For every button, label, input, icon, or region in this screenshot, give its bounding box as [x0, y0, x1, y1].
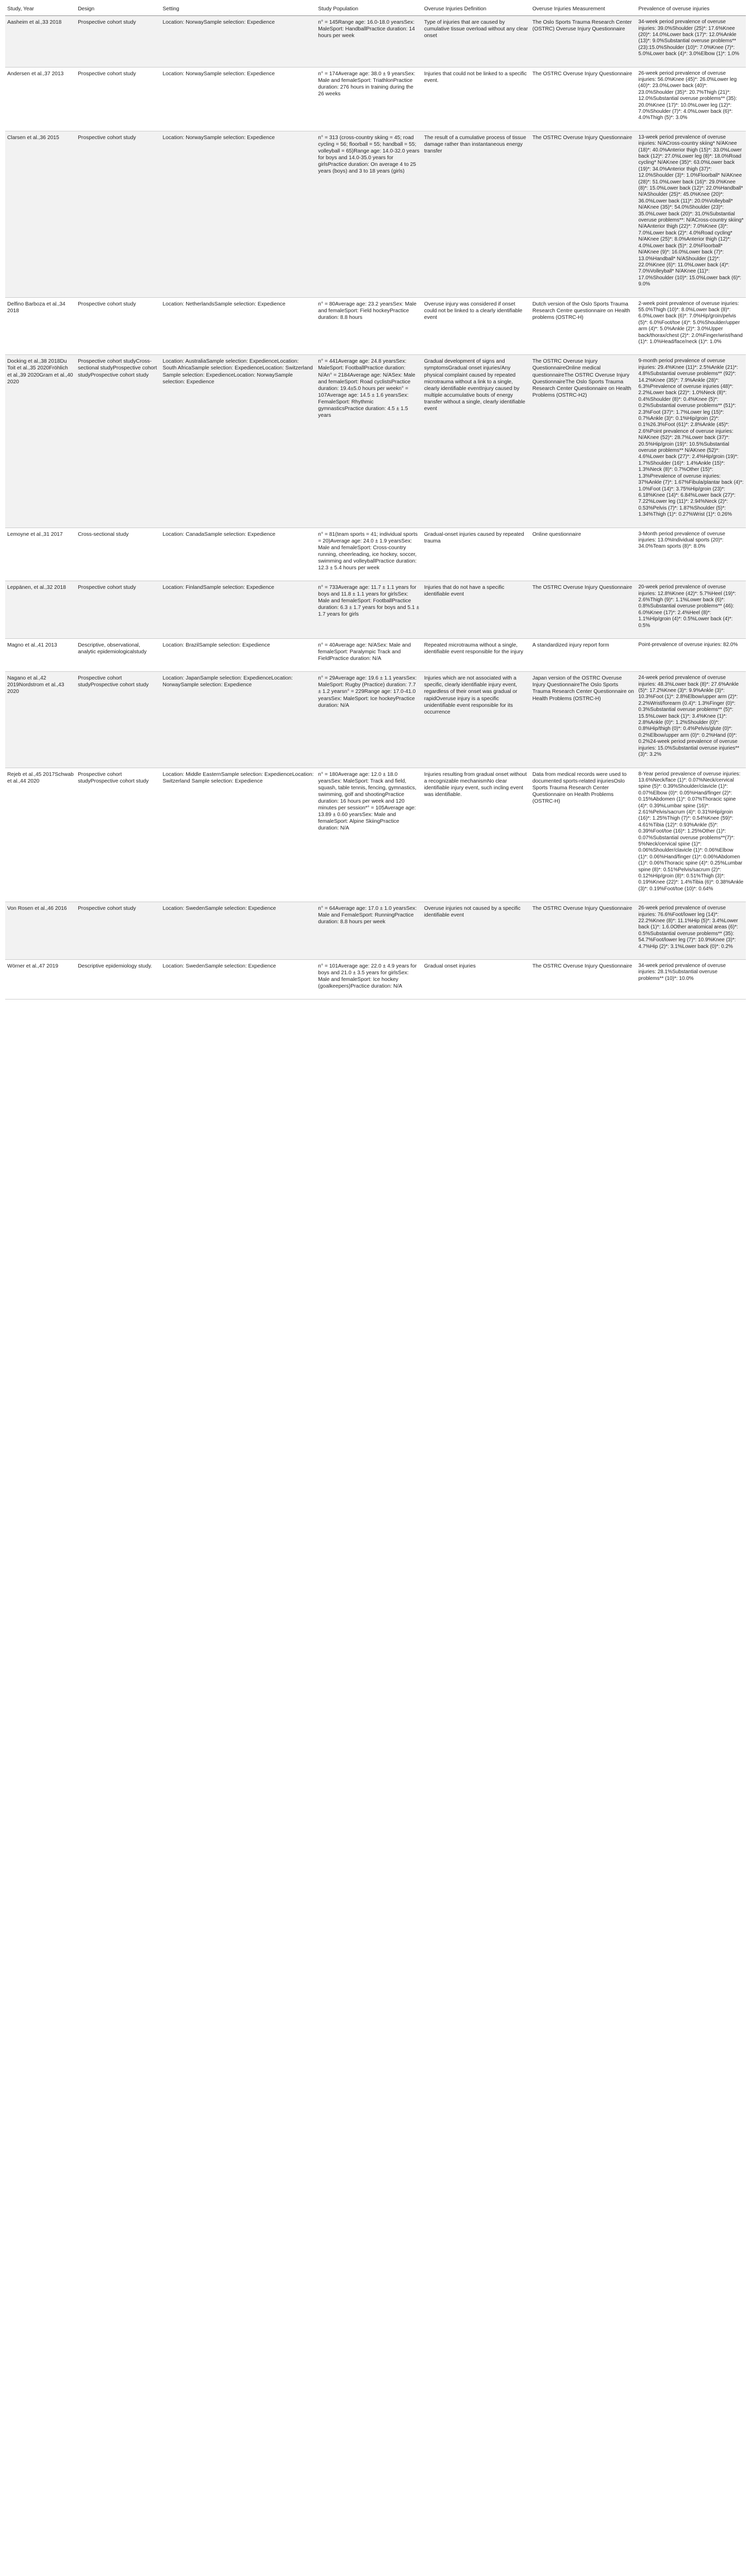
cell-prevalence: 20-week period prevalence of overuse injuries: 12.8%Knee (42)*: 5.7%Heel (19)*: 2.6%Thigh (9)*: 1.1%Lower back (6)*: 0.8%Substantial overuse problems** (46): 6.0%Knee (17)*: 2.4%Heel (8)*: 1.1%Hip/groin (4)*: 0.5%Lower back (4)*: 0.5% [637, 581, 746, 639]
cell-study-year: Nagano et al.,42 2019Nordstrom et al.,43 2020 [5, 672, 76, 768]
cell-injury-measurement: Online questionnaire [530, 528, 637, 581]
cell-injury-definition: Gradual onset injuries [422, 960, 530, 999]
table-row [5, 67, 746, 131]
cell-design: Prospective cohort study [76, 67, 160, 131]
cell-study-population: n° = 81(team sports = 41; individual sports = 20)Average age: 24.0 ± 1.9 yearsSex: Male and femaleSport: Cross-country running, cheerleading, ice hockey, soccer, swimming and volleyballPractice duration: 12.3 ± 5.4 hours per week [316, 528, 422, 581]
cell-injury-measurement: Data from medical records were used to documented sports-related injuriesOslo Sports Trauma Research Center Questionnaire on Health Problems (OSTRC-H) [530, 768, 637, 902]
table-row [5, 672, 746, 768]
cell-prevalence: 3-Month period prevalence of overuse injuries: 13.0%Individual sports (20)*: 34.0%Team sports (8)*: 8.0% [637, 528, 746, 581]
cell-study-population: n° = 101Average age: 22.0 ± 4.9 years for boys and 21.0 ± 3.5 years for girlsSex: Male and femaleSport: Ice hockey (goalkeepers)Practice duration: N/A [316, 960, 422, 999]
table-row [5, 581, 746, 639]
cell-setting: Location: FinlandSample selection: Expedience [161, 581, 316, 639]
cell-setting: Location: SwedenSample selection: Expedience [161, 960, 316, 999]
cell-injury-measurement: The OSTRC Overuse Injury Questionnaire [530, 581, 637, 639]
cell-setting: Location: CanadaSample selection: Expedience [161, 528, 316, 581]
cell-study-population: n° = 180Average age: 12.0 ± 18.0 yearsSex: MaleSport: Track and field, squash, table tennis, fencing, gymnastics, swimming, golf and shootingPractice duration: 16 hours per week and 120 minutes per session*° = 105Average age: 13.89 ± 0.60 yearsSex: Male and femaleSport: Alpine SkiingPractice duration: N/A [316, 768, 422, 902]
cell-prevalence: 9-month period prevalence of overuse injuries: 29.4%Knee (11)*: 2.5%Ankle (21)*: 4.8%Substantial overuse problems** (92)*: 14.2%Knee (35)*: 7.9%Ankle (28)*: 6.3%Prevalence of overuse injuries (48)*: 2.2%Lower back (22)*: 1.0%Neck (8)*: 0.4%Shoulder (8)*: 0.4%Knee (5)*: 0.2%Substantial overuse problems** (51)*: 2.3%Foot (37)*: 1.7%Lower leg (15)*: 0.7%Ankle (3)*: 0.1%Hip/groin (2)*: 0.1%26.3%Foot (61)*: 2.8%Ankle (45)*: 2.6%Point prevalence of overuse injuries: N/AKnee (52)*: 28.7%Lower back (37)*: 20.5%Hip/groin (19)*: 10.5%Substantial overuse problems** N/AKnee (52)*: 4.6%Lower back (27)*: 2.4%Hip/groin (19)*: 1.7%Shoulder (16)*: 1.4%Ankle (15)*: 1.3%Neck (8)*: 0.7%Other (15)*: 1.3%Prevalence of overuse injuries: 37%Ankle (7)*: 1.67%Fibula/plantar back (4)*: 1.0%Foot (14)*: 3.75%Hip/groin (23)*: 6.18%Knee (14)*: 6.84%Lower back (27)*: 7.22%Lower leg (11)*: 2.94%Neck (2)*: 0.53%Pelvis (7)*: 1.87%Shoulder (5)*: 1.34%Thigh (1)*: 0.27%Wrist (1)*: 0.26% [637, 355, 746, 528]
header-setting: Setting [161, 3, 316, 16]
header-prevalence: Prevalence of overuse injuries [637, 3, 746, 16]
cell-prevalence: 2-week point prevalence of overuse injuries: 55.0%Thigh (10)*: 8.0%Lower back (8)*: 6.0%Lower back (6)*: 7.0%Hip/groin/pelvis (5)*: 6.0%Foot/toe (4)*: 5.0%Shoulder/upper arm (4)*: 5.0%Ankle (2)*: 3.0%Upper back/thorax/chest (2)*: 2.0%Finger/wrist/hand (1)*: 1.0%Head/face/neck (1)*: 1.0% [637, 297, 746, 355]
table-row [5, 902, 746, 960]
cell-injury-definition: Overuse injuries not caused by a specific identifiable event [422, 902, 530, 960]
table-row [5, 528, 746, 581]
overuse-injury-studies-table [5, 3, 746, 999]
cell-study-population: n° = 174Average age: 38.0 ± 9 yearsSex: Male and femaleSport: TriathlonPractice duration: 276 hours in training during the 26 weeks [316, 67, 422, 131]
cell-setting: Location: NorwaySample selection: Expedience [161, 67, 316, 131]
cell-injury-definition: Type of injuries that are caused by cumulative tissue overload without any clear onset [422, 16, 530, 67]
cell-injury-measurement: The Oslo Sports Trauma Research Center (OSTRC) Overuse Injury Questionnaire [530, 16, 637, 67]
cell-design: Descriptive, observational, analytic epidemiologicalstudy [76, 638, 160, 671]
cell-injury-measurement: The OSTRC Overuse Injury QuestionnaireOnline medical questionnaireThe OSTRC Overuse Injury QuestionnaireThe Oslo Sports Trauma Research Center Questionnaire on Health Problems (OSTRC-H2) [530, 355, 637, 528]
cell-prevalence: 8-Year period prevalence of overuse injuries: 13.6%Neck/face (1)*: 0.07%Neck/cervical spine (5)*: 0.39%Shoulder/clavicle (1)*: 0.07%Elbow (0)*: 0.05%Hand/finger (2)*: 0.15%Abdomen (1)*: 0.07%Thoracic spine (4)*: 0.39%Lumbar spine (16)*: 2.61%Pelvis/sacrum (4)*: 0.31%Hip/groin (16)*: 1.25%Thigh (7)*: 0.54%Knee (59)*: 4.61%Tibia (12)*: 0.93%Ankle (5)*: 0.39%Foot/toe (16)*: 1.25%Other (1)*: 0.07%Substantial overuse problems**(7)*: 5%Neck/cervical spine (1)*: 0.06%Shoulder/clavicle (1)*: 0.06%Elbow (1)*: 0.06%Hand/finger (1)*: 0.06%Abdomen (1)*: 0.06%Thoracic spine (4)*: 0.25%Lumbar spine (8)*: 0.51%Pelvis/sacrum (2)*: 0.12%Hip/groin (8)*: 0.51%Thigh (3)*: 0.19%Knee (22)*: 1.4%Tibia (6)*: 0.38%Ankle (3)*: 0.19%Foot/toe (10)*: 0.64% [637, 768, 746, 902]
cell-injury-definition: Injuries which are not associated with a specific, clearly identifiable injury event, regardless of their onset was gradual or rapidOveruse injury is a specific unidentifiable event responsible for its occurrence [422, 672, 530, 768]
cell-design: Prospective cohort study [76, 16, 160, 67]
cell-study-year: Leppänen, et al.,32 2018 [5, 581, 76, 639]
cell-design: Descriptive epidemiology study. [76, 960, 160, 999]
cell-design: Prospective cohort studyCross-sectional studyProspective cohort studyProspective cohort study [76, 355, 160, 528]
table-row [5, 768, 746, 902]
cell-setting: Location: NorwaySample selection: Expedience [161, 16, 316, 67]
cell-study-population: n° = 29Average age: 19.6 ± 1.1 yearsSex: MaleSport: Rugby (Practice) duration: 7.7 ± 1.2 yearsn° = 229Range age: 17.0-41.0 yearsSex: MaleSport: Ice hockeyPractice duration: N/A [316, 672, 422, 768]
cell-design: Prospective cohort study [76, 902, 160, 960]
cell-injury-measurement: A standardized injury report form [530, 638, 637, 671]
cell-study-year: Andersen et al.,37 2013 [5, 67, 76, 131]
cell-study-year: Aasheim et al.,33 2018 [5, 16, 76, 67]
cell-injury-definition: Injuries that do not have a specific identifiable event [422, 581, 530, 639]
cell-design: Prospective cohort studyProspective cohort study [76, 672, 160, 768]
cell-study-population: n° = 313 (cross-country skiing = 45; road cycling = 56; floorball = 55; handball = 55; volleyball = 65)Range age: 14.0-32.0 years for boys and 14.0-35.0 years for girlsPractice duration: On average 4 to 25 years (boys) and 3 to 18 years (girls) [316, 131, 422, 297]
cell-prevalence: 26-week period prevalence of overuse injuries: 76.6%Foot/lower leg (14)*: 22.2%Knee (8)*: 11.1%Hip (5)*: 3.4%Lower back (1)*: 1.6.0Other anatomical areas (6)*: 0.5%Substantial overuse problems** (35): 54.7%Foot/lower leg (7)*: 10.9%Knee (3)*: 4.7%Hip (2)*: 3.1%Lower back (0)*: 0.2% [637, 902, 746, 960]
cell-injury-definition: Overuse injury was considered if onset could not be linked to a clearly identifiable event [422, 297, 530, 355]
header-injury-definition: Overuse Injuries Definition [422, 3, 530, 16]
cell-setting: Location: NetherlandsSample selection: Expedience [161, 297, 316, 355]
cell-injury-measurement: The OSTRC Overuse Injury Questionnaire [530, 902, 637, 960]
cell-prevalence: 34-week period prevalence of overuse injuries: 28.1%Substantial overuse problems** (10)*: 10.0% [637, 960, 746, 999]
cell-prevalence: 34-week period prevalence of overuse injuries: 39.0%Shoulder (25)*: 17.6%Knee (20)*: 14.0%Lower back (17)*: 12.0%Ankle (13)*: 9.0%Substantial overuse problems** (23):15.0%Shoulder (10)*: 7.0%Knee (7)*: 5.0%Lower back (4)*: 3.0%Elbow (1)*: 1.0% [637, 16, 746, 67]
cell-injury-definition: Gradual-onset injuries caused by repeated trauma [422, 528, 530, 581]
cell-study-population: n° = 40Average age: N/ASex: Male and femaleSport: Paralympic Track and FieldPractice duration: N/A [316, 638, 422, 671]
cell-injury-definition: Gradual development of signs and symptomsGradual onset injuries/Any physical complaint caused by repeated microtrauma without a link to a single, clearly identifiable eventInjury caused by multiple accumulative bouts of energy transfer without a single, clearly identifiable event [422, 355, 530, 528]
cell-injury-measurement: The OSTRC Overuse Injury Questionnaire [530, 131, 637, 297]
table-page [5, 0, 746, 999]
cell-design: Prospective cohort study [76, 131, 160, 297]
cell-setting: Location: AustraliaSample selection: ExpedienceLocation: South AfricaSample selection: ExpedienceLocation: Switzerland Sample selection: ExpedienceLocation: NorwaySample selection: Expedience [161, 355, 316, 528]
cell-injury-measurement: The OSTRC Overuse Injury Questionnaire [530, 960, 637, 999]
cell-prevalence: 26-week period prevalence of overuse injuries: 56.0%Knee (45)*: 26.0%Lower leg (40)*: 23.0%Lower back (40)*: 23.0%Shoulder (35)*: 20.7%Thigh (21)*: 12.0%Substantial overuse problems** (35): 20.0%Knee (17)*: 10.0%Lower leg (12)*: 7.0%Shoulder (7)*: 4.0%Lower back (6)*: 4.0%Thigh (5)*: 3.0% [637, 67, 746, 131]
cell-setting: Location: BrazilSample selection: Expedience [161, 638, 316, 671]
table-row [5, 355, 746, 528]
cell-injury-definition: Injuries that could not be linked to a specific event. [422, 67, 530, 131]
cell-injury-measurement: The OSTRC Overuse Injury Questionnaire [530, 67, 637, 131]
cell-study-year: Rejeb et al.,45 2017Schwab et al.,44 2020 [5, 768, 76, 902]
cell-study-year: Delfino Barboza et al.,34 2018 [5, 297, 76, 355]
cell-study-year: Von Rosen et al.,46 2016 [5, 902, 76, 960]
cell-setting: Location: NorwaySample selection: Expedience [161, 131, 316, 297]
cell-prevalence: Point-prevalence of overuse injuries: 82.0% [637, 638, 746, 671]
cell-design: Cross-sectional study [76, 528, 160, 581]
cell-setting: Location: Middle EasternSample selection: ExpedienceLocation: Switzerland Sample selection: Expedience [161, 768, 316, 902]
header-injury-measurement: Overuse Injuries Measurement [530, 3, 637, 16]
cell-injury-measurement: Japan version of the OSTRC Overuse Injury QuestionnaireThe Oslo Sports Trauma Research Center Questionnaire on Health Problems (OSTRC-H) [530, 672, 637, 768]
table-body [5, 16, 746, 999]
cell-injury-definition: Injuries resulting from gradual onset without a recognizable mechanismNo clear identifiable injury event, such incling event was identifiable. [422, 768, 530, 902]
cell-study-population: n° = 441Average age: 24.8 yearsSex: MaleSport: FootballPractice duration: N/An° = 2184Average age: N/ASex: Male and femaleSport: Road cyclistsPractice duration: 19.4±5.0 hours per weekn° = 107Average age: 14.5 ± 1.6 yearsSex: FemaleSport: Rhythmic gymnasticsPractice duration: 4.5 ± 1.5 years [316, 355, 422, 528]
cell-design: Prospective cohort study [76, 581, 160, 639]
cell-study-population: n° = 145Range age: 16.0-18.0 yearsSex: MaleSport: HandballPractice duration: 14 hours per week [316, 16, 422, 67]
cell-study-population: n° = 64Average age: 17.0 ± 1.0 yearsSex: Male and FemaleSport: RunningPractice duration: 8.8 hours per week [316, 902, 422, 960]
header-study-population: Study Population [316, 3, 422, 16]
cell-setting: Location: JapanSample selection: ExpedienceLocation: NorwaySample selection: Expedience [161, 672, 316, 768]
cell-injury-definition: The result of a cumulative process of tissue damage rather than instantaneous energy transfer [422, 131, 530, 297]
cell-design: Prospective cohort studyProspective cohort study [76, 768, 160, 902]
cell-study-population: n° = 80Average age: 23.2 yearsSex: Male and femaleSport: Field hockeyPractice duration: 8.8 hours [316, 297, 422, 355]
cell-prevalence: 13-week period prevalence of overuse injuries: N/ACross-country skiing* N/AKnee (18)*: 40.0%Anterior thigh (15)*: 33.0%Lower back (12)*: 27.0%Lower leg (8)*: 18.0%Road cycling* N/AKnee (35)*: 63.0%Lower back (19)*: 34.0%Anterior thigh (37)*: 12.0%Shoulder (3)*: 1.0%Floorball* N/AKnee (28)*: 51.0%Lower back (16)*: 29.0%Knee (8)*: 15.0%Lower back (12)*: 22.0%Handball* N/AShoulder (25)*: 45.0%Knee (20)*: 36.0%Lower back (11)*: 20.0%Volleyball* N/AKnee (35)*: 54.0%Shoulder (23)*: 35.0%Lower back (20)*: 31.0%Substantial overuse problems**: N/ACross-country skiing* N/AAnterior thigh (22)*: 7.0%Knee (3)*: 7.0%Lower back (2)*: 4.0%Road cycling* N/AKnee (25)*: 8.0%Anterior thigh (12)*: 4.0%Lower back (5)*: 2.0%Floorball* N/AKnee (9)*: 16.0%Lower back (7)*: 13.0%Handball* N/AShoulder (12)*: 22.0%Knee (6)*: 11.0%Lower back (4)*: 7.0%Volleyball* N/AKnee (11)*: 17.0%Shoulder (10)*: 15.0%Lower back (6)*: 9.0% [637, 131, 746, 297]
cell-injury-measurement: Dutch version of the Oslo Sports Trauma Research Centre questionnaire on Health problems (OSTRC-H) [530, 297, 637, 355]
table-row [5, 960, 746, 999]
cell-study-population: n° = 733Average age: 11.7 ± 1.1 years for boys and 11.8 ± 1.1 years for girlsSex: Male and femaleSport: FootballPractice duration: 6.3 ± 1.7 years for boys and 5.1 ± 1.7 years for girls [316, 581, 422, 639]
cell-study-year: Magno et al.,41 2013 [5, 638, 76, 671]
cell-study-year: Clarsen et al.,36 2015 [5, 131, 76, 297]
cell-prevalence: 24-week period prevalence of overuse injuries: 48.3%Lower back (8)*: 27.6%Ankle (5)*: 17.2%Knee (3)*: 9.9%Ankle (3)*: 10.3%Foot (1)*: 2.8%Elbow/upper arm (2)*: 2.2%Wrist/forearm (0.4)*: 1.3%Finger (0)*: 0.3%Substantial overuse problems** (5)*: 15.5%Lower back (1)*: 3.4%Knee (1)*: 2.8%Ankle (0)*: 1.2%Shoulder (0)*: 0.8%Hip/thigh (0)*: 0.4%Pelvis/glute (0)*: 0.2%Elbow/upper arm (0)*: 0.2%Hand (0)*: 0.2%24-week period prevalence of overuse injuries: 15.0%Substantial overuse injuries** (3)*: 3.2% [637, 672, 746, 768]
table-row [5, 16, 746, 67]
header-design: Design [76, 3, 160, 16]
cell-study-year: Docking et al.,38 2018Du Toit et al.,35 2020Fröhlich et al.,39 2020Gram et al.,40 2020 [5, 355, 76, 528]
cell-study-year: Lemoyne et al.,31 2017 [5, 528, 76, 581]
table-header-row [5, 3, 746, 16]
table-row [5, 297, 746, 355]
table-row [5, 638, 746, 671]
table-row [5, 131, 746, 297]
cell-design: Prospective cohort study [76, 297, 160, 355]
cell-study-year: Wörner et al.,47 2019 [5, 960, 76, 999]
cell-injury-definition: Repeated microtrauma without a single, identifiable event responsible for the injury [422, 638, 530, 671]
header-study-year: Study, Year [5, 3, 76, 16]
cell-setting: Location: SwedenSample selection: Expedience [161, 902, 316, 960]
